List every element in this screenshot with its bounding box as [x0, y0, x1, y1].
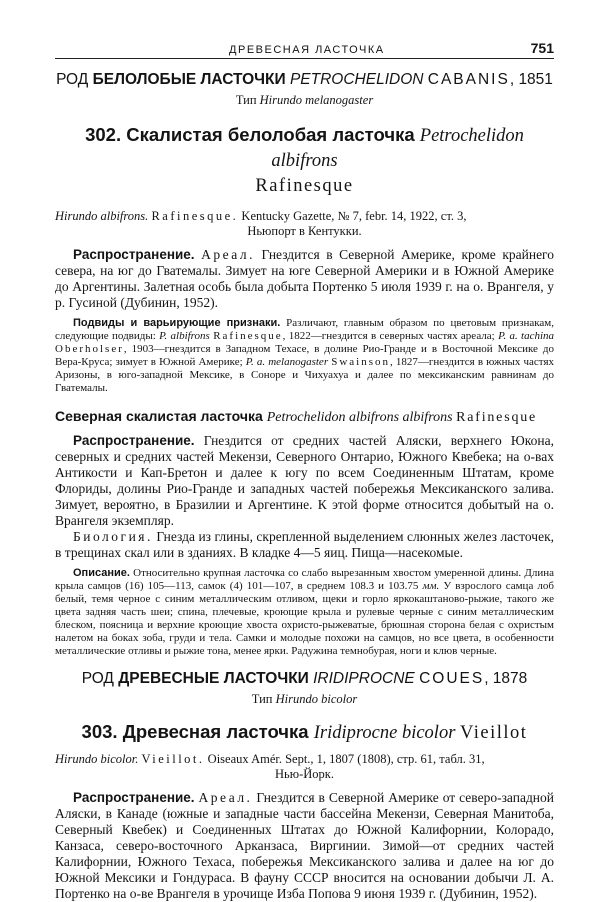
species-302-synonymy: [55, 209, 554, 239]
species-author: Rafinesque: [255, 176, 354, 196]
subspecies-text: , 1822—гнездится в северных частях ареала;: [282, 330, 499, 342]
species-302-distribution: [55, 247, 554, 311]
subspecies-text: , 1903—гнездится в Западном Техасе, в долине Рио-Гранде и в Восточной Мексике до Вера-Круса; зимует в Южной Америке;: [55, 343, 554, 368]
subspecies-latin: P. a. tachina: [498, 330, 555, 342]
genus-type-line: [55, 692, 554, 707]
northern-distribution: [55, 433, 554, 529]
genus-latin: PETROCHELIDON: [289, 71, 428, 88]
species-303-synonymy: [55, 752, 554, 782]
genus-year: , 1878: [484, 670, 528, 687]
subspecies-author: Rafinesque: [213, 330, 283, 342]
description-unit: мм.: [422, 580, 440, 592]
syn-reference: Oiseaux Amér. Sept., 1, 1807 (1808), стр. 61, табл. 31,: [207, 752, 485, 766]
syn-latin: Hirundo bicolor.: [55, 752, 139, 766]
species-latin: Iridiprocne bicolor: [313, 723, 456, 743]
running-header: [55, 40, 554, 59]
species-author: Vieillot: [460, 723, 528, 743]
description-text: У взрослого самца лоб белый, темя черное с синим металлическим отливом, щеки и горло яркокаштаново-рыжие, такого же цвета задняя часть шеи; спина, плечевые, кроющие крыла и рулевые черные с синим металлическим блеском, поясница и верхние кроющие хвоста охристо-рыжеватые, брюшная сторона белая с охристым налетом на боках зоба, груди и тела. Самки и молодые похожи на самцов, но все цвета, в особенности металлические отливы и рыжие тона, менее ярки. Радужина темнобурая, ноги и клюв черные.: [55, 580, 554, 657]
subspecies-author: Oberholser: [55, 343, 124, 355]
subspecies-text: , 1827—гнездится в южных частях Аризоны, в юго-западной Мексике, в Соноре и Чихуахуа и далее по мексиканским равнинам до Гватемалы.: [55, 356, 555, 394]
type-label: Тип: [235, 93, 260, 107]
syn-place: Ньюпорт в Кентукки.: [247, 224, 362, 238]
distribution-label: Распространение.: [73, 247, 195, 262]
species-303-distribution: [55, 790, 554, 902]
genus-name: БЕЛОЛОБЫЕ ЛАСТОЧКИ: [92, 71, 290, 88]
genus-type-line: [55, 93, 554, 108]
genus-heading-petrochelidon: [55, 71, 554, 89]
distribution-label: Распространение.: [73, 433, 195, 448]
subspecies-heading-northern: [55, 407, 554, 427]
type-species: Hirundo bicolor: [275, 692, 358, 706]
genus-heading-iridiprocne: [55, 670, 554, 688]
genus-prefix: РОД: [81, 670, 119, 687]
northern-description: [55, 567, 554, 658]
genus-year: , 1851: [509, 71, 553, 88]
page-number: 751: [530, 40, 554, 56]
syn-author: Vieillot.: [141, 752, 205, 766]
area-label: Ареал.: [198, 790, 253, 805]
description-text: Относительно крупная ласточка со слабо вырезанным хвостом умеренной длины. Длина крыла самцов (16) 105—113, самок (4) 101—107, в среднем 108.3 и 103.75: [55, 567, 555, 592]
subspecies-label: Подвиды и варьирующие признаки.: [73, 317, 281, 329]
subspecies-author: Swainson: [331, 356, 390, 368]
subspecies-text: Различают, главным образом по цветовым признакам, следующие подвиды:: [55, 317, 555, 342]
northern-biology: [55, 529, 554, 561]
type-label: Тип: [251, 692, 276, 706]
subspecies-latin-name: Petrochelidon albifrons albifrons: [266, 410, 453, 425]
species-latin: Petrochelidon albifrons: [271, 126, 524, 171]
species-303-heading: [55, 719, 554, 746]
subspecies-latin: P. a. melanogaster: [245, 356, 329, 368]
subspecies-title: Северная скалистая ласточка: [55, 408, 267, 424]
running-title: ДРЕВЕСНАЯ ЛАСТОЧКА: [229, 44, 385, 56]
genus-prefix: РОД: [56, 71, 93, 88]
genus-author: COUES: [419, 670, 485, 687]
species-number-name: 302. Скалистая белолобая ласточка: [85, 124, 420, 145]
distribution-text: Гнездится в Северной Америке, кроме крайнего севера, на юг до Гватемалы. Зимует на юге Северной Америки и в Южной Америке до Аргентины. Залетная особь была добыта Портенко 5 июля 1939 г. на о. Врангеля, у р. Гусиной (Дубинин, 1952).: [55, 247, 555, 310]
description-label: Описание.: [73, 567, 130, 579]
species-number-name: 303. Древесная ласточка: [81, 721, 314, 742]
genus-latin: IRIDIPROCNE: [313, 670, 420, 687]
biology-label: Биология.: [73, 529, 153, 544]
subspecies-latin: P. albifrons: [159, 330, 210, 342]
distribution-text: Гнездится от средних частей Аляски, верхнего Юкона, северных и средних частей Мекензи, Северного Онтарио, Южного Квебека; на о-вах Антикости и Кап-Бретон и далее к югу по всем Соединенным Штатам, кроме Флориды, долины Рио-Гранде и западных частей побережья Мексиканского залива. Зимует, вероятно, в Бразилии и Аргентине. К этой форме относится добытый на о. Врангеля экземпляр.: [55, 433, 555, 528]
genus-name: ДРЕВЕСНЫЕ ЛАСТОЧКИ: [118, 670, 314, 687]
distribution-label: Распространение.: [73, 790, 195, 805]
species-302-subspecies: [55, 317, 554, 395]
subspecies-title-author: Rafinesque: [456, 410, 538, 425]
genus-author: CABANIS: [427, 71, 510, 88]
syn-reference: Kentucky Gazette, № 7, febr. 14, 1922, ст. 3,: [241, 209, 467, 223]
syn-author: Rafinesque.: [151, 209, 239, 223]
distribution-text: Гнездится в Северной Америке от северо-западной Аляски, в Канаде (южные и западные части бассейна Мекензи, Северная Манитоба, Северный Квебек) и Соединенных Штатах до Южной Калифорнии, Колорадо, Канзаса, северо-восточного Арканзаса, Виргинии. Зимой—от средних частей Калифорнии, Южного Техаса, побережья Мексиканского залива и далее на юг до Южной Мексики и Гондураса. В фауну СССР вносится на основании добычи Л. А. Портенко на о-ве Врангеля в урочище Изба Попова 9 июня 1939 г. (Дубинин, 1952).: [55, 790, 555, 901]
syn-place: Нью-Йорк.: [275, 767, 334, 781]
type-species: Hirundo melanogaster: [259, 93, 374, 107]
area-label: Ареал.: [201, 247, 255, 262]
biology-text: Гнезда из глины, скрепленной выделением слюнных желез ласточек, в трещинах скал или в зданиях. В кладке 4—5 яиц. Пища—насекомые.: [55, 529, 554, 560]
syn-latin: Hirundo albifrons.: [55, 209, 149, 223]
species-302-heading: [55, 122, 554, 199]
